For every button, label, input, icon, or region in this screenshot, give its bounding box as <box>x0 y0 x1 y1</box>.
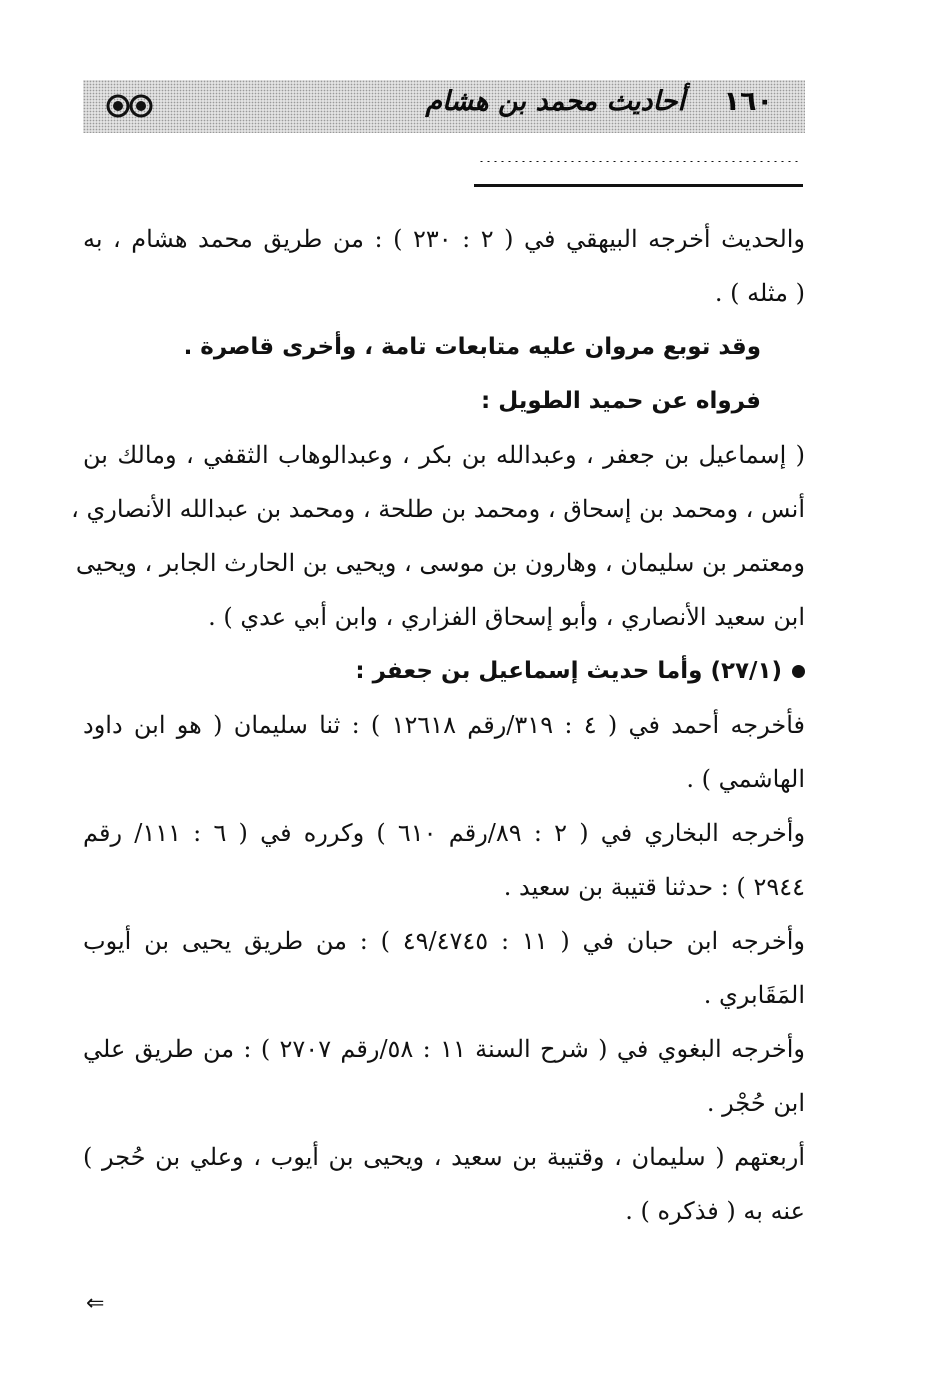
section-heading: وقد توبع مروان عليه متابعات تامة ، وأخرى قاصرة . <box>183 334 761 360</box>
next-page-arrow-icon: ⇐ <box>86 1291 105 1316</box>
body-line: ابن حُجْر . <box>706 1089 805 1117</box>
body-line: وأخرجه ابن حبان في ( ١١ : ٤٩/٤٧٤٥ ) : من طريق يحيى بن أيوب <box>83 927 805 955</box>
body-line: وأخرجه البخاري في ( ٢ : ٨٩/رقم ٦١٠ ) وكرره في ( ٦ : ١١١/ رقم <box>83 819 806 847</box>
double-circle-ornament-icon <box>105 93 155 119</box>
page-body <box>71 214 806 1240</box>
body-line: ابن سعيد الأنصاري ، وأبو إسحاق الفزاري ، وابن أبي عدي ) . <box>208 603 805 631</box>
header-rule <box>474 184 803 187</box>
running-title: أحاديث محمد بن هشام <box>425 86 685 117</box>
bullet-icon <box>792 665 805 678</box>
body-line: ٢٩٤٤ ) : حدثنا قتيبة بن سعيد . <box>503 873 805 901</box>
body-line: ( إسماعيل بن جعفر ، وعبدالله بن بكر ، وعبدالوهاب الثقفي ، ومالك بن <box>83 441 805 469</box>
running-header <box>83 80 805 133</box>
body-line: فأخرجه أحمد في ( ٤ : ٣١٩/رقم ١٢٦١٨ ) : ثنا سليمان ( هو ابن داود <box>83 711 806 739</box>
body-line: ( مثله ) . <box>714 279 805 307</box>
body-line: الهاشمي ) . <box>686 765 805 793</box>
bullet-heading <box>83 646 805 700</box>
body-line: عنه به ( فذكره ) . <box>625 1197 805 1225</box>
section-heading: فرواه عن حميد الطويل : <box>481 388 761 414</box>
body-line: المَقَابري . <box>703 981 805 1009</box>
body-line: ومعتمر بن سليمان ، وهارون بن موسى ، ويحيى بن الحارث الجابر ، ويحيى <box>75 549 805 577</box>
bullet-heading-text: (٢٧/١) وأما حديث إسماعيل بن جعفر : <box>355 658 782 684</box>
dotted-rule <box>478 160 801 162</box>
body-line: أنس ، ومحمد بن إسحاق ، ومحمد بن طلحة ، ومحمد بن عبدالله الأنصاري ، <box>71 495 805 523</box>
body-line: أربعتهم ( سليمان ، وقتيبة بن سعيد ، ويحيى بن أيوب ، وعلي بن حُجر ) <box>83 1143 805 1171</box>
page-number: ١٦٠ <box>723 86 773 117</box>
body-line: وأخرجه البغوي في ( شرح السنة ١١ : ٥٨/رقم ٢٧٠٧ ) : من طريق علي <box>83 1035 806 1063</box>
body-line: والحديث أخرجه البيهقي في ( ٢ : ٢٣٠ ) : من طريق محمد هشام ، به <box>83 225 806 253</box>
